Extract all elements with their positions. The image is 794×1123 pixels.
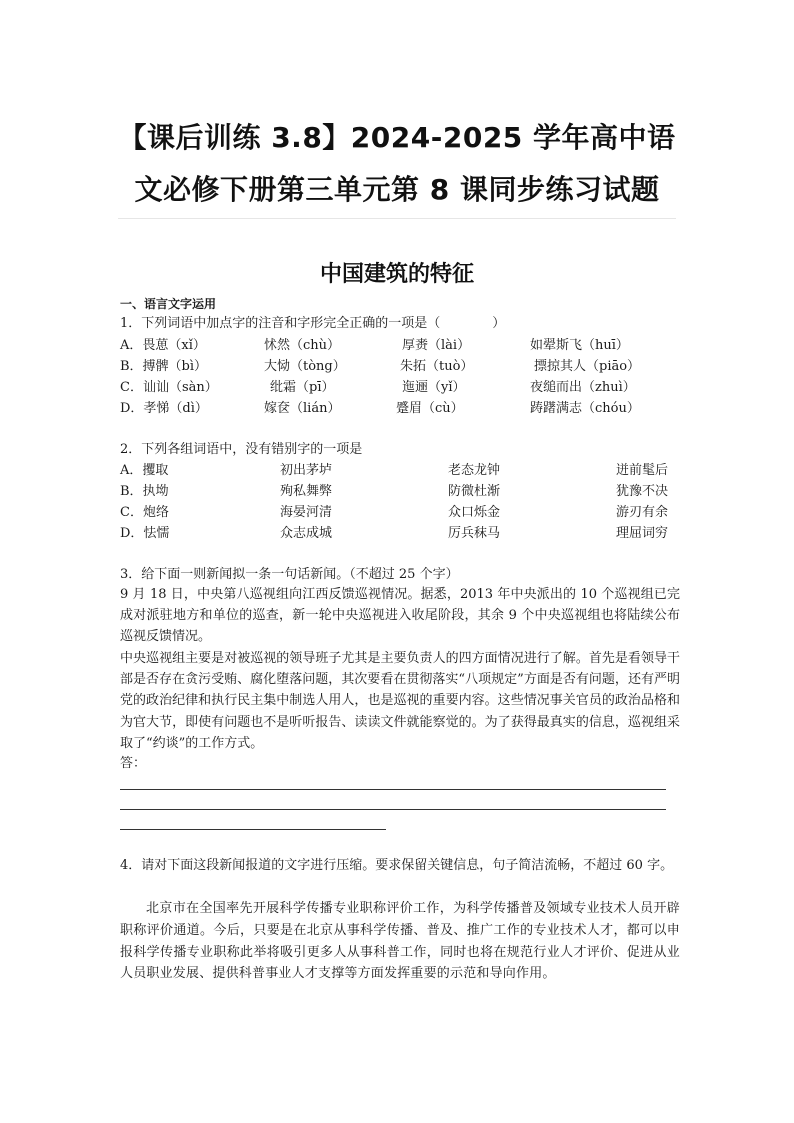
- lesson-title: 中国建筑的特征: [319, 262, 474, 287]
- question-1-option-a: [120, 336, 680, 356]
- option-cell: 厚赉（lài）: [402, 338, 471, 353]
- answer-line[interactable]: [120, 809, 666, 810]
- option-cell: 老态龙钟: [448, 463, 501, 478]
- option-cell: 怵然（chù）: [264, 338, 341, 353]
- option-cell: 海晏河清: [280, 505, 333, 520]
- question-2-option-b: [120, 482, 680, 502]
- option-cell: 游刃有余: [616, 505, 669, 520]
- option-cell: B．搏髀（bì）: [120, 359, 208, 374]
- question-2-option-a: [120, 461, 680, 481]
- question-1-stem: 1．下列词语中加点字的注音和字形完全正确的一项是（ ）: [120, 316, 506, 331]
- option-cell: 蹙眉（cù）: [396, 401, 464, 416]
- question-3-paragraph-2: 中央巡视组主要是对被巡视的领导班子尤其是主要负责人的四方面情况进行了解。首先是看领导干部是否存在贪污受贿、腐化堕落问题，其次要看在贯彻落实“八项规定”方面是否有问题，还有严明党的政治纪律和执行民主集中制选人用人，也是巡视的重要内容。这些情况事关官员的政治品格和为官大节，即使有问题也不是听听报告、读读文件就能察觉的。为了获得最真实的信息，巡视组采取了“约谈”的工作方式。: [120, 651, 680, 751]
- option-cell: D．怯懦: [120, 526, 170, 541]
- option-cell: 嫁奁（lián）: [264, 401, 341, 416]
- option-cell: 摽掠其人（piāo）: [534, 359, 641, 374]
- option-cell: 大恸（tòng）: [264, 359, 346, 374]
- option-cell: 迤逦（yǐ）: [402, 380, 466, 395]
- option-cell: D．孝悌（dì）: [120, 401, 208, 416]
- question-1-option-c: [120, 378, 680, 398]
- document-title-line-1: 【课后训练 3.8】2024-2025 学年高中语: [118, 121, 676, 154]
- option-cell: 初出茅垆: [280, 463, 333, 478]
- question-4-stem: 4．请对下面这段新闻报道的文字进行压缩。要求保留关键信息，句子简洁流畅，不超过 60 字。: [120, 858, 674, 873]
- answer-label: 答：: [120, 756, 147, 771]
- question-3-paragraph-1: 9 月 18 日，中央第八巡视组向江西反馈巡视情况。据悉，2013 年中央派出的 10 个巡视组已完成对派驻地方和单位的巡查，新一轮中央巡视进入收尾阶段，其余 9 个中央巡视组也将陆续公布巡视反馈情况。: [120, 587, 680, 645]
- option-cell: C．讪讪（sàn）: [120, 380, 218, 395]
- option-cell: A．畏葸（xǐ）: [120, 338, 206, 353]
- question-2-option-c: [120, 503, 680, 523]
- question-2-stem: 2．下列各组词语中，没有错别字的一项是: [120, 442, 363, 457]
- section-heading: 一、语言文字运用: [120, 297, 217, 311]
- option-cell: 如翚斯飞（huī）: [530, 338, 629, 353]
- option-cell: 众口烁金: [448, 505, 501, 520]
- document-title: [100, 112, 694, 216]
- option-cell: 防微杜渐: [448, 484, 501, 499]
- option-cell: 朱拓（tuò）: [400, 359, 474, 374]
- option-cell: 踌躇满志（chóu）: [530, 401, 640, 416]
- option-cell: A．攫取: [120, 463, 169, 478]
- question-4-passage: 北京市在全国率先开展科学传播专业职称评价工作，为科学传播普及领域专业技术人员开辟职称评价通道。今后，只要是在北京从事科学传播、普及、推广工作的专业技术人才，都可以申报科学传播专业职称此举将吸引更多人从事科普工作，同时也将在规范行业人才评价、促进从业人员职业发展、提供科普事业人才支撑等方面发挥重要的示范和导向作用。: [120, 901, 680, 982]
- question-1-option-b: [120, 357, 680, 377]
- document-title-line-2: 文必修下册第三单元第 8 课同步练习试题: [134, 173, 660, 206]
- option-cell: 理屈词穷: [616, 526, 669, 541]
- option-cell: C．炮络: [120, 505, 169, 520]
- option-cell: 迸前髦后: [616, 463, 669, 478]
- option-cell: 犹豫不决: [616, 484, 669, 499]
- title-divider: [118, 218, 676, 219]
- answer-line[interactable]: [120, 829, 386, 830]
- option-cell: 众志成城: [280, 526, 333, 541]
- question-1-option-d: [120, 399, 680, 419]
- option-cell: 殉私舞弊: [280, 484, 333, 499]
- option-cell: 夜缒而出（zhuì）: [530, 380, 636, 395]
- option-cell: B．执坳: [120, 484, 169, 499]
- question-2-option-d: [120, 524, 680, 544]
- option-cell: 厉兵秣马: [448, 526, 501, 541]
- option-cell: 纰霜（pī）: [270, 380, 335, 395]
- question-3-stem: 3．给下面一则新闻拟一条一句话新闻。（不超过 25 个字）: [120, 567, 459, 582]
- answer-line[interactable]: [120, 789, 666, 790]
